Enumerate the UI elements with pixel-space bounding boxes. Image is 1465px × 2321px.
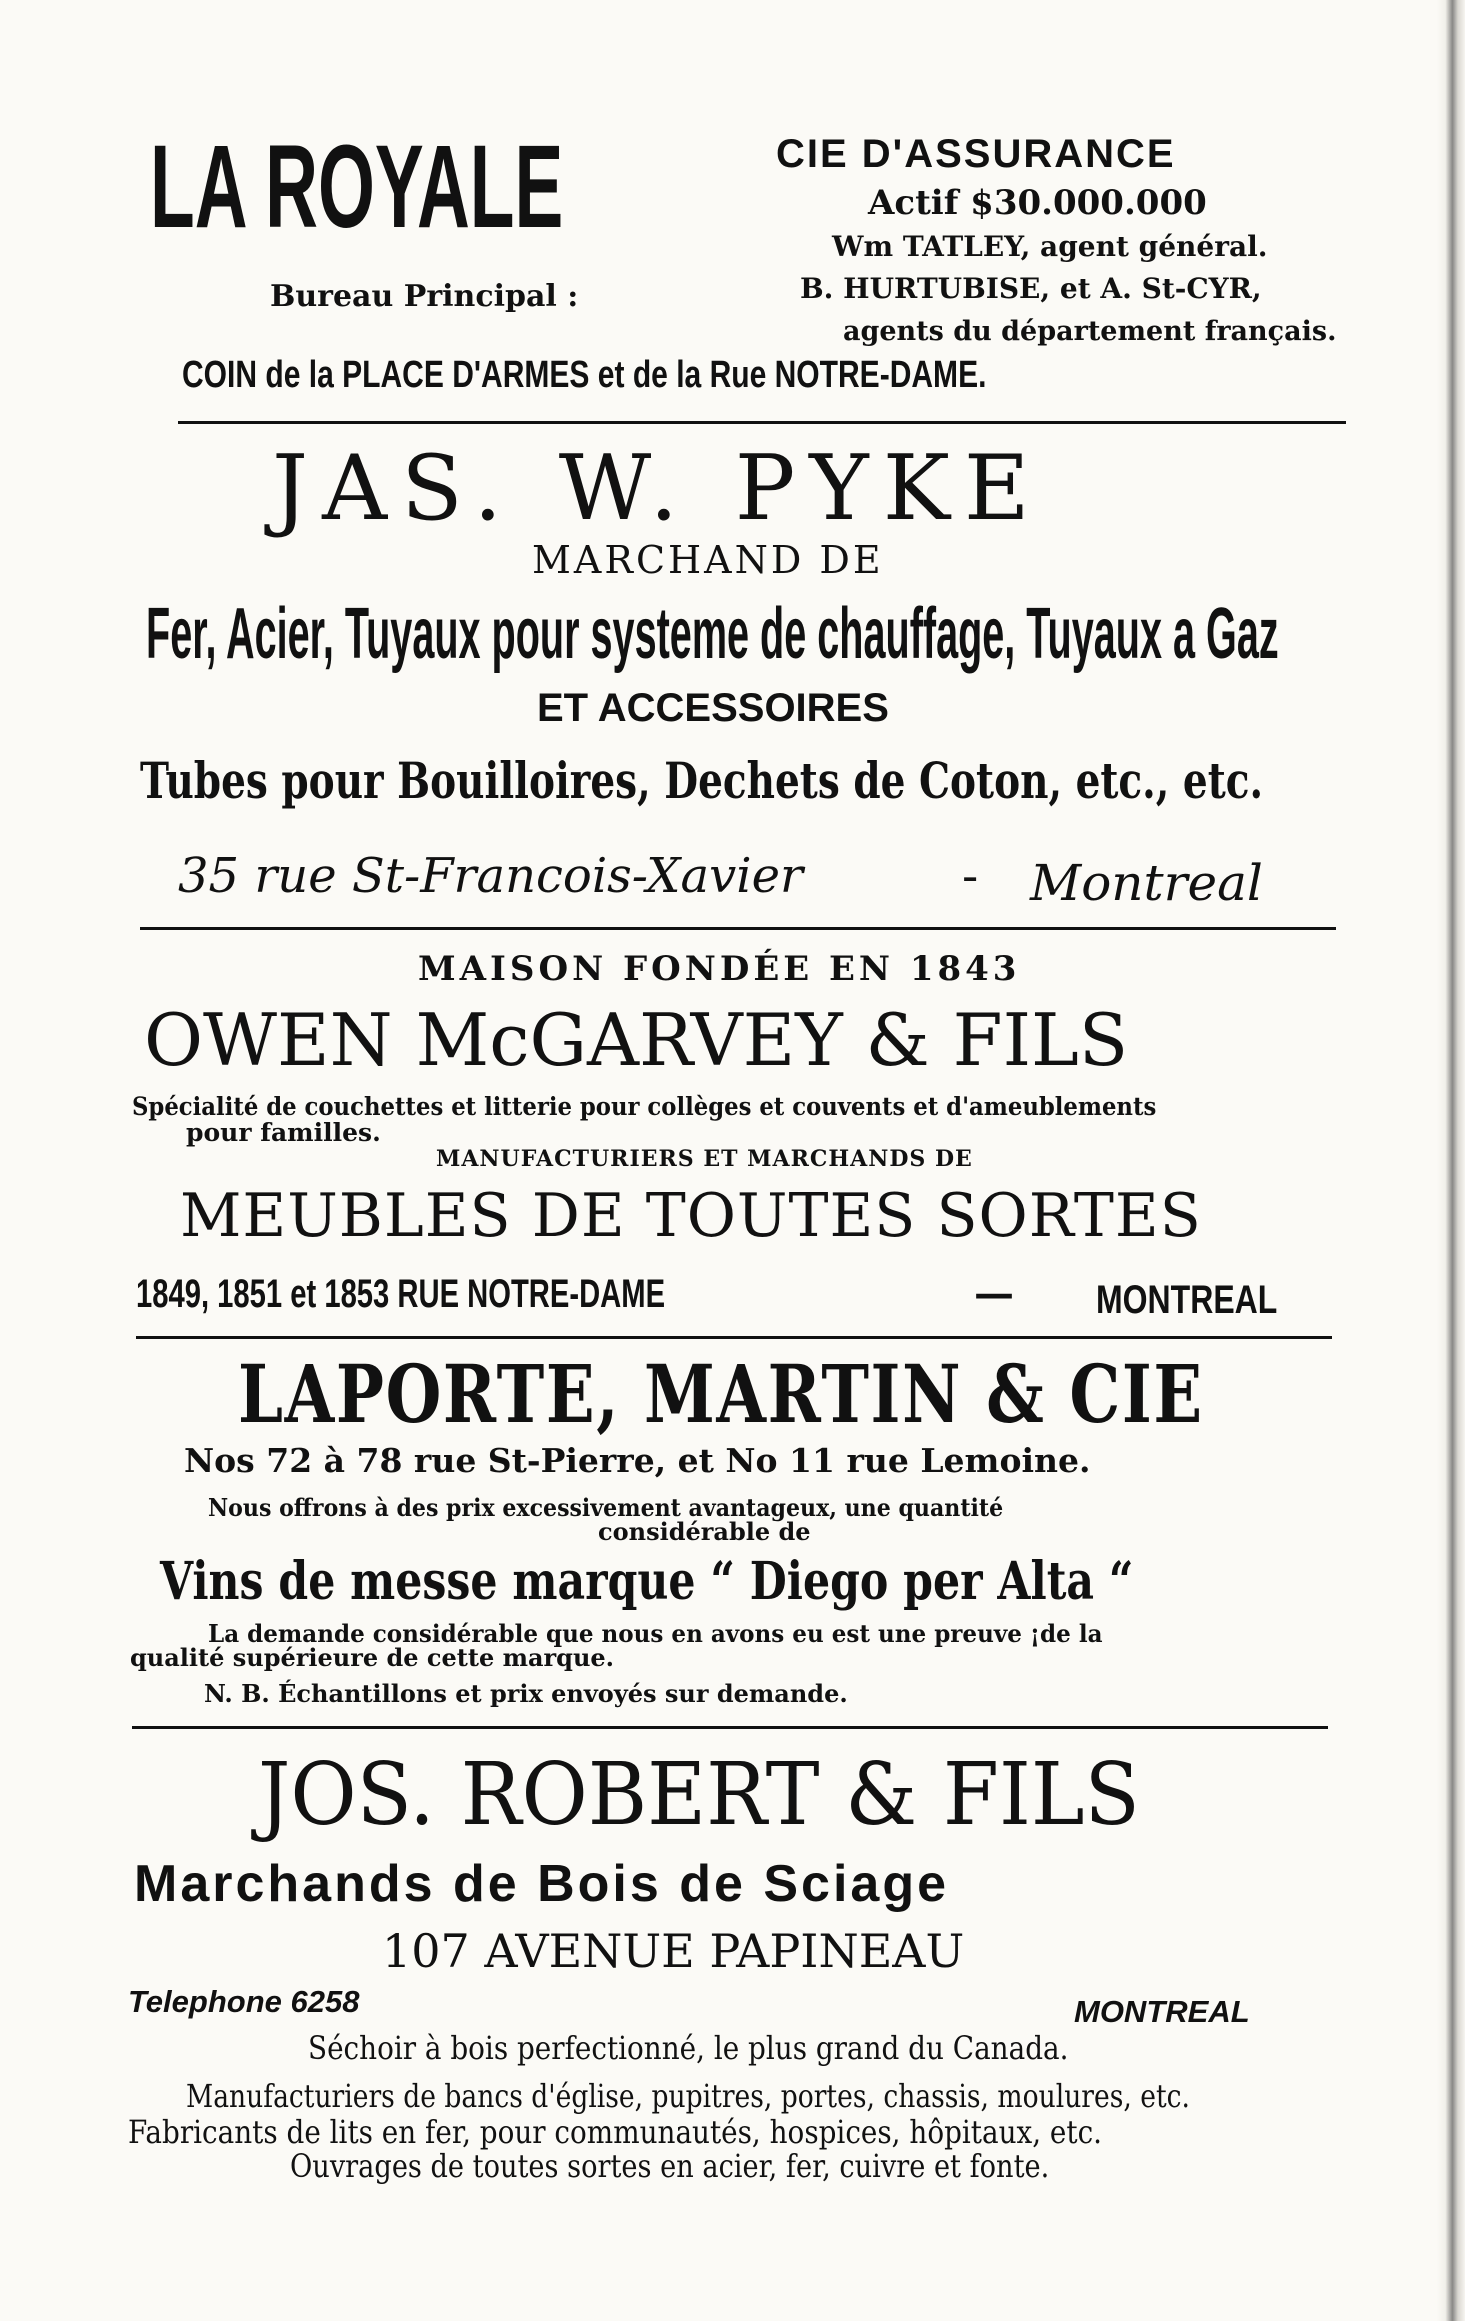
robert-city: MONTREAL bbox=[1074, 1994, 1250, 2029]
la-royale-address: COIN de la PLACE D'ARMES et de la Rue NOTRE-DAME. bbox=[182, 354, 987, 396]
mcgarvey-city: MONTREAL bbox=[1096, 1278, 1278, 1322]
laporte-wine: Vins de messe marque “ Diego per Alta “ bbox=[160, 1551, 1134, 1612]
actif-amount: Actif $30.000.000 bbox=[868, 183, 1207, 223]
mcgarvey-address: 1849, 1851 et 1853 RUE NOTRE-DAME bbox=[136, 1272, 666, 1316]
laporte-offer-1: Nous offrons à des prix excessivement avantageux, une quantité bbox=[208, 1493, 1004, 1522]
robert-line-4: Ouvrages de toutes sortes en acier, fer, cuivre et fonte. bbox=[290, 2147, 1050, 2185]
mcgarvey-specialty-1: Spécialité de couchettes et litterie pour collèges et couvents et d'ameublements bbox=[132, 1092, 1157, 1121]
laporte-address: Nos 72 à 78 rue St-Pierre, et No 11 rue Lemoine. bbox=[184, 1441, 1091, 1480]
pyke-dash: - bbox=[962, 848, 979, 904]
laporte-demand-1: La demande considérable que nous en avons eu est une preuve ¡de la bbox=[208, 1619, 1103, 1648]
mcgarvey-manufacturers: MANUFACTURIERS ET MARCHANDS DE bbox=[436, 1146, 973, 1172]
pyke-products: Fer, Acier, Tuyaux pour systeme de chauffage, Tuyaux a Gaz bbox=[146, 594, 1279, 674]
laporte-offer-2: considérable de bbox=[598, 1517, 811, 1546]
robert-title: JOS. ROBERT & FILS bbox=[258, 1745, 1140, 1845]
robert-address: 107 AVENUE PAPINEAU bbox=[382, 1924, 965, 1978]
insurance-company: CIE D'ASSURANCE bbox=[776, 132, 1176, 176]
mcgarvey-dash: — bbox=[974, 1270, 1014, 1317]
page-binding-edge bbox=[1437, 0, 1465, 2321]
agents-line-1: B. HURTUBISE, et A. St-CYR, bbox=[800, 272, 1262, 305]
pyke-title: JAS. W. PYKE bbox=[272, 436, 1044, 541]
robert-line-2: Manufacturiers de bancs d'église, pupitres, portes, chassis, moulures, etc. bbox=[186, 2077, 1190, 2115]
pyke-tubes: Tubes pour Bouilloires, Dechets de Coton, etc., etc. bbox=[140, 751, 1264, 810]
laporte-demand-2: qualité supérieure de cette marque. bbox=[130, 1643, 615, 1672]
mcgarvey-title: OWEN McGARVEY & FILS bbox=[144, 998, 1129, 1082]
robert-line-3: Fabricants de lits en fer, pour communautés, hospices, hôpitaux, etc. bbox=[128, 2113, 1103, 2151]
pyke-subtitle: MARCHAND DE bbox=[532, 538, 884, 582]
divider-3 bbox=[136, 1336, 1332, 1339]
robert-trade: Marchands de Bois de Sciage bbox=[134, 1855, 950, 1913]
divider-1 bbox=[178, 421, 1346, 424]
agent-general: Wm TATLEY, agent général. bbox=[832, 230, 1268, 263]
pyke-city: Montreal bbox=[1030, 854, 1263, 912]
divider-4 bbox=[132, 1726, 1328, 1729]
bureau-principal: Bureau Principal : bbox=[270, 279, 579, 314]
divider-2 bbox=[140, 927, 1336, 930]
laporte-title: LAPORTE, MARTIN & CIE bbox=[238, 1347, 1204, 1441]
mcgarvey-specialty-2: pour familles. bbox=[186, 1118, 381, 1147]
pyke-accessories: ET ACCESSOIRES bbox=[537, 686, 889, 730]
pyke-address: 35 rue St-Francois-Xavier bbox=[178, 848, 803, 904]
mcgarvey-products: MEUBLES DE TOUTES SORTES bbox=[180, 1181, 1202, 1251]
robert-telephone: Telephone 6258 bbox=[128, 1984, 360, 2019]
robert-line-1: Séchoir à bois perfectionné, le plus grand du Canada. bbox=[308, 2029, 1069, 2067]
la-royale-title: LA ROYALE bbox=[150, 121, 564, 253]
mcgarvey-founded: MAISON FONDÉE EN 1843 bbox=[418, 949, 1021, 989]
agents-line-2: agents du département français. bbox=[843, 316, 1337, 347]
laporte-note: N. B. Échantillons et prix envoyés sur demande. bbox=[204, 1679, 848, 1708]
